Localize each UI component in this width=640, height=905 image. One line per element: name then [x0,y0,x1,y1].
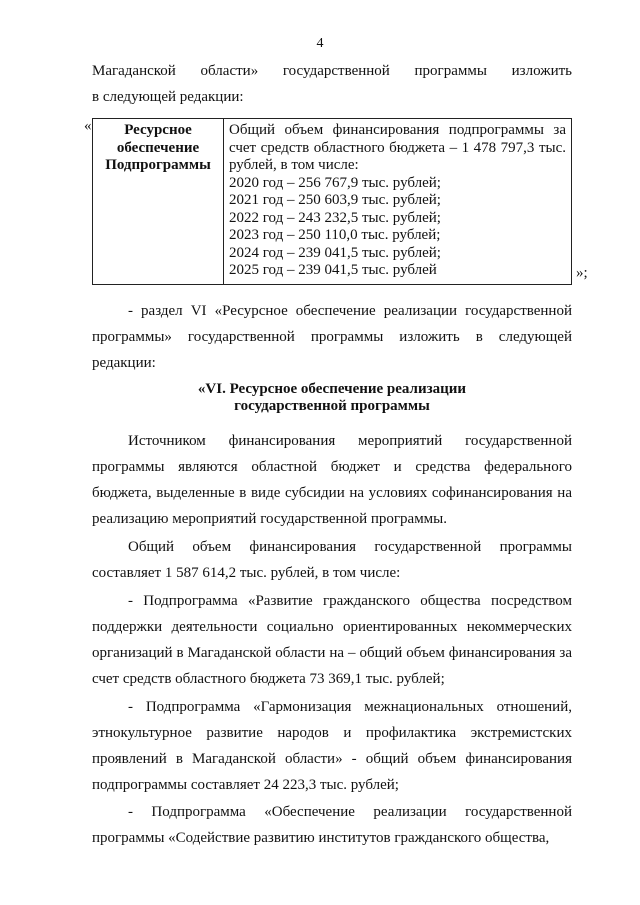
section-heading [92,381,572,415]
resource-table [92,118,572,285]
total-paragraph: Общий объем финансирования государственной программы составляет 1 587 614,2 тыс. рублей, в том числе: [92,539,572,581]
page-number: 4 [316,36,324,51]
sources-paragraph: Источником финансирования мероприятий государственной программы являются областной бюджет и средства федерального бюджета, выделенные в виде субсидии на условиях софинансирования на реализацию мероприятий государственной программы. [92,433,572,527]
section-heading-line-2: государственной программы [234,398,430,414]
funding-year-2025: 2025 год – 239 041,5 тыс. рублей [229,262,437,278]
table-quote-open: « [84,118,92,134]
funding-year-2020: 2020 год – 256 767,9 тыс. рублей; [229,174,441,191]
intro-paragraph [92,58,572,110]
table-cell-label: Ресурсное обеспечение Подпрограммы [93,119,224,285]
section-change-paragraph: - раздел VI «Ресурсное обеспечение реализации государственной программы» государственной программы изложить в следующей редакции: [92,303,572,371]
resource-table-wrap [92,118,572,285]
funding-lead: Общий объем финансирования подпрограммы за счет средств областного бюджета – 1 478 797,3 тыс. рублей, в том числе: [229,122,566,173]
subprogram-2-paragraph: - Подпрограмма «Гармонизация межнациональных отношений, этнокультурное развитие народов и профилактика экстремистских проявлений в Магаданской области» - общий объем финансирования подпрограммы составляет 24 223,3 тыс. рублей; [92,699,572,793]
funding-year-2021: 2021 год – 250 603,9 тыс. рублей; [229,192,441,208]
table-row [93,119,572,285]
subprogram-1-paragraph: - Подпрограмма «Развитие гражданского общества посредством поддержки деятельности социально ориентированных некоммерческих организаций в Магаданской области на – общий объем финансирования за счет средств областного бюджета 73 369,1 тыс. рублей; [92,593,572,687]
funding-year-2023: 2023 год – 250 110,0 тыс. рублей; [229,227,441,243]
intro-line-1: Магаданской области» государственной программы изложить [92,63,572,79]
section-heading-line-1: «VI. Ресурсное обеспечение реализации [197,381,467,397]
subprogram-3-paragraph: - Подпрограмма «Обеспечение реализации государственной программы «Содействие развитию институтов гражданского общества, [92,804,572,846]
funding-year-2024: 2024 год – 239 041,5 тыс. рублей; [229,244,441,261]
table-cell-content [224,119,572,285]
table-quote-close: »; [576,265,588,281]
funding-year-2022: 2022 год – 243 232,5 тыс. рублей; [229,209,441,226]
intro-line-2: в следующей редакции: [92,89,244,105]
